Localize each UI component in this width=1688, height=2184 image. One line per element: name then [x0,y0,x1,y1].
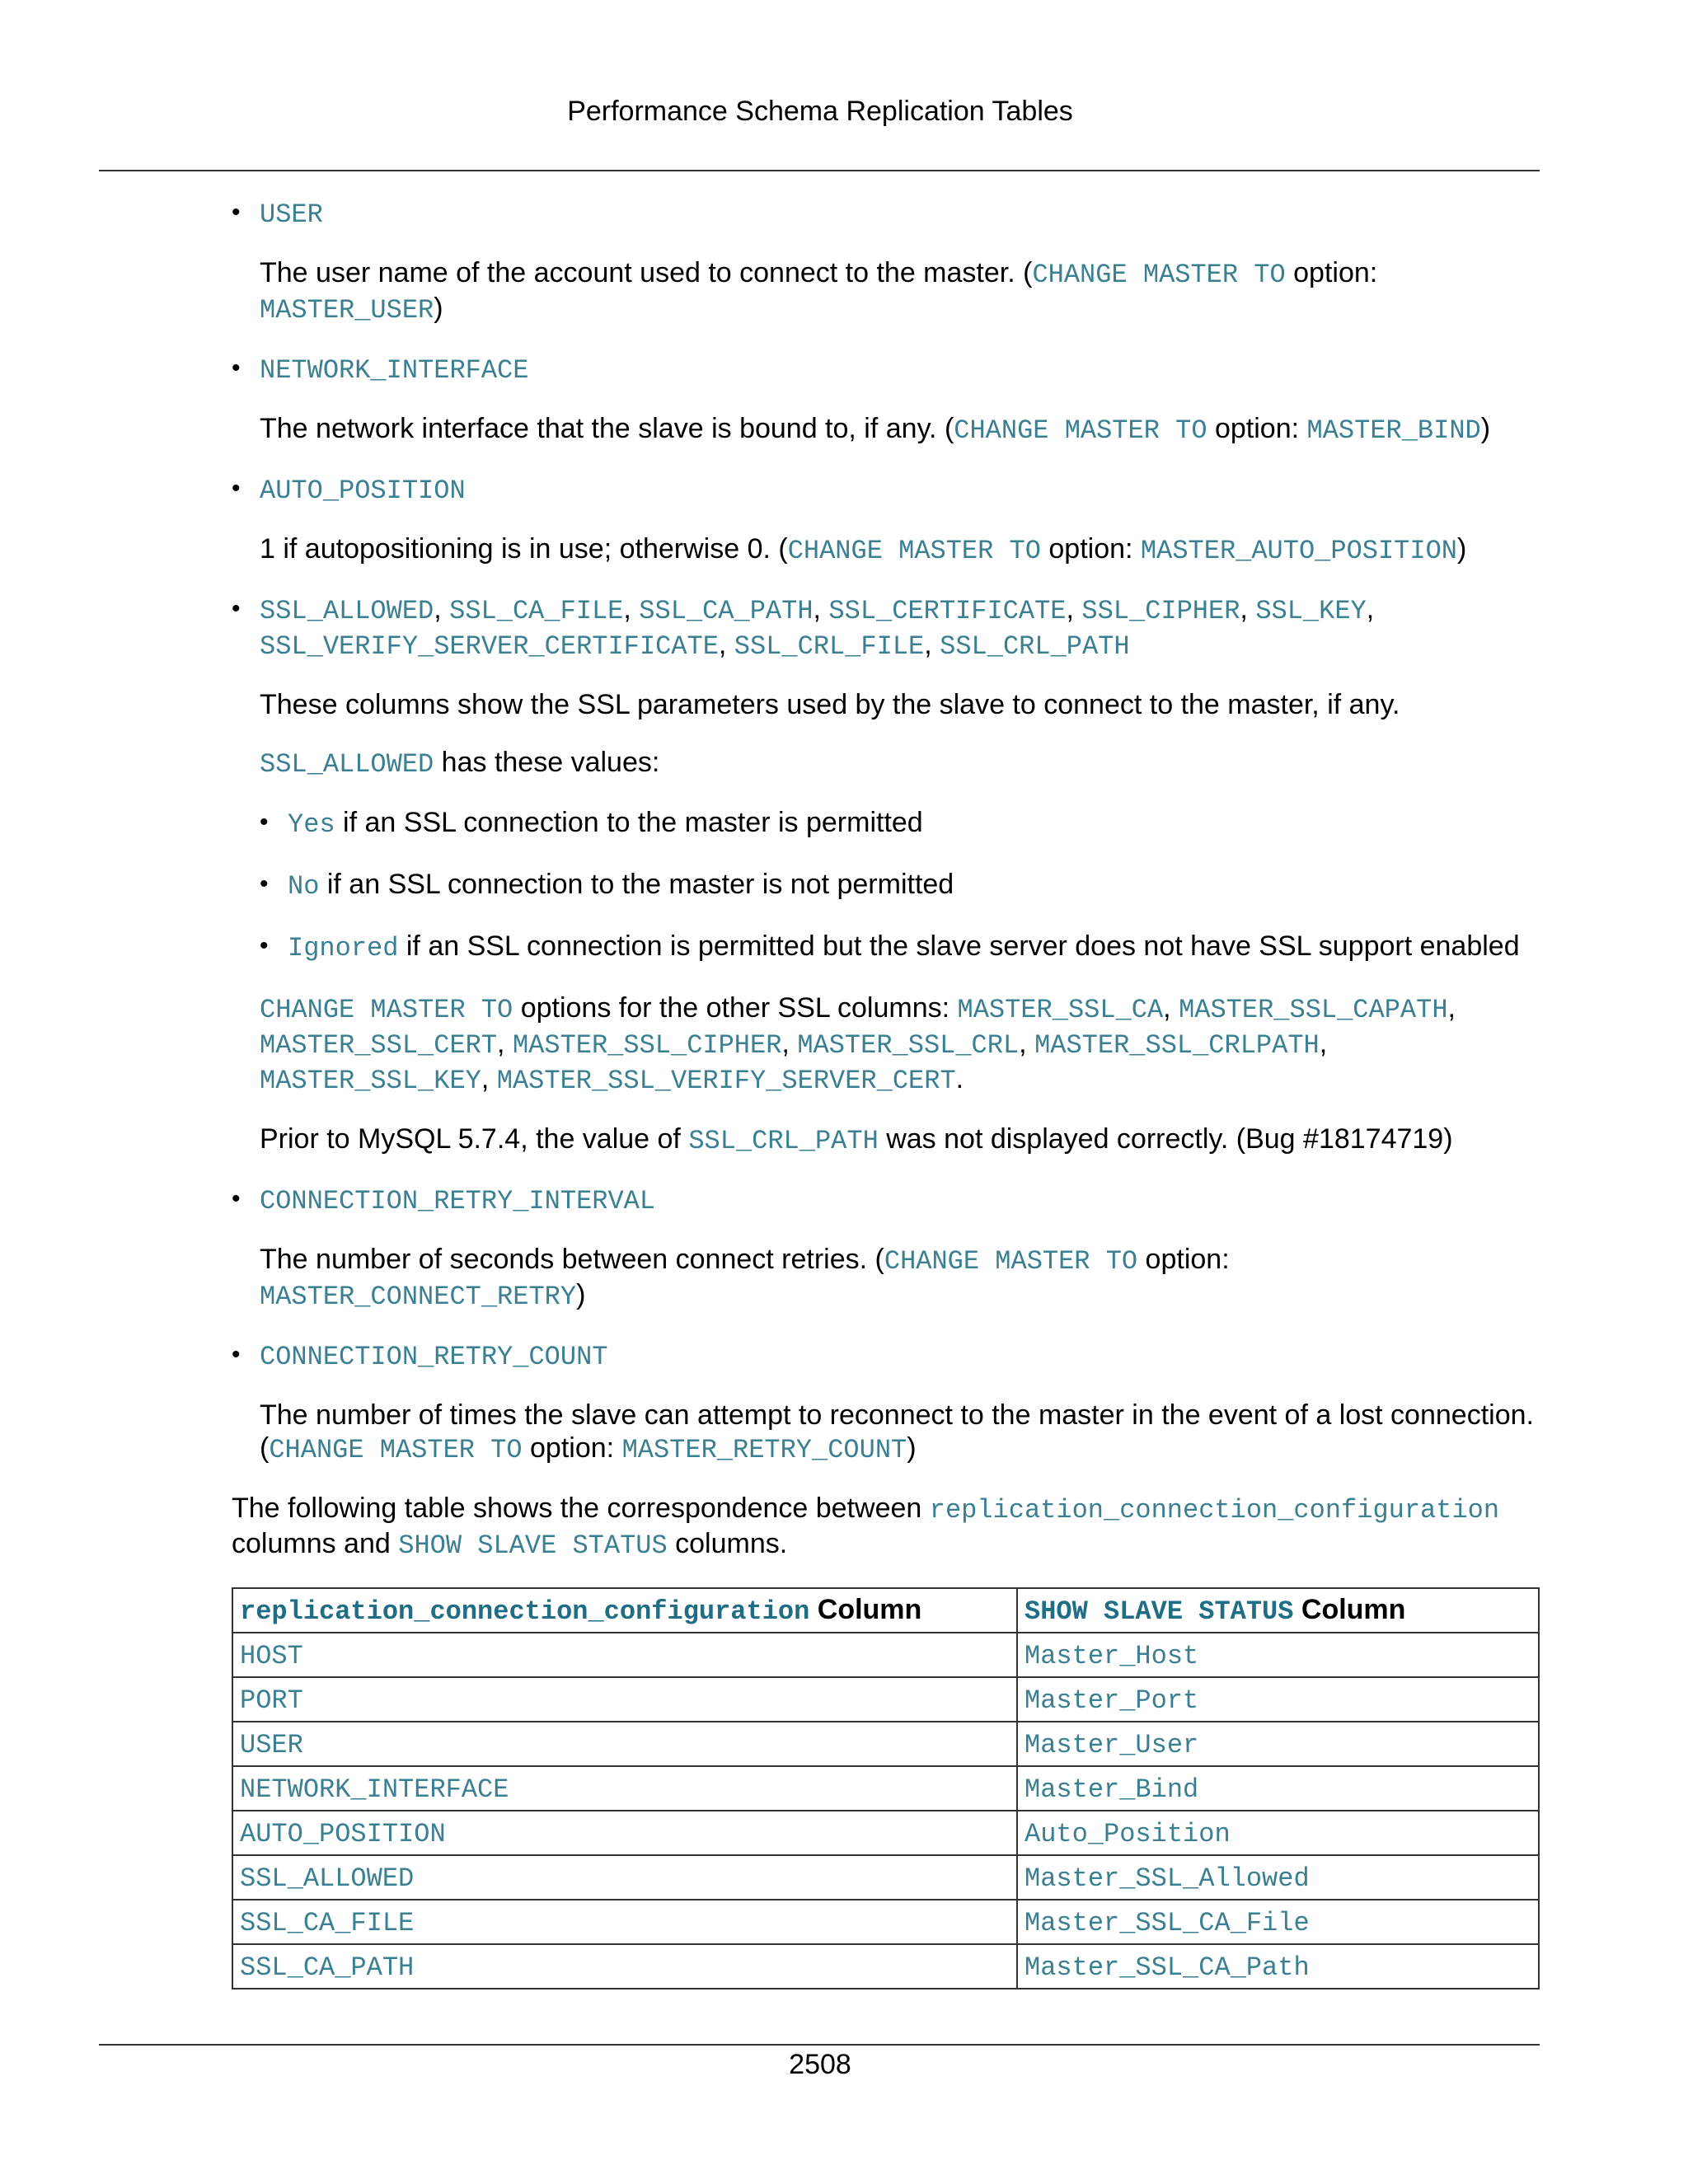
ssl-allowed-intro: SSL_ALLOWED has these values: [260,747,660,780]
table-header-cell: replication_connection_configuration Column [232,1588,1017,1633]
footer-divider [99,2044,1540,2046]
list-item [232,1183,1542,1314]
column-name: CONNECTION_RETRY_INTERVAL [260,1186,656,1216]
column-list [232,196,1542,1467]
column-description: The number of times the slave can attempt to reconnect to the master in the event of a lost connection. (CHANGE MASTER TO option: MASTER_RETRY_COUNT) [260,1399,1534,1465]
table-row: SSL_ALLOWED Master_SSL_Allowed [232,1855,1539,1900]
column-description: The network interface that the slave is bound to, if any. (CHANGE MASTER TO option: MASTER_BIND) [260,413,1491,446]
header-divider [99,170,1540,171]
table-header-cell: SHOW SLAVE STATUS Column [1017,1588,1539,1633]
correspondence-table [232,1587,1540,1990]
table-row: SSL_CA_PATH Master_SSL_CA_Path [232,1944,1539,1989]
list-item [232,1338,1542,1467]
column-description: The user name of the account used to connect to the master. (CHANGE MASTER TO option: MASTER_USER) [260,257,1378,326]
value-item: • No if an SSL connection to the master is not permitted [260,868,1542,903]
column-name: NETWORK_INTERFACE [260,355,529,386]
table-row: AUTO_POSITION Auto_Position [232,1811,1539,1855]
table-row: SSL_CA_FILE Master_SSL_CA_File [232,1900,1539,1944]
table-header-row [232,1588,1539,1633]
list-item [232,472,1542,568]
value-item: • Ignored if an SSL connection is permitted but the slave server does not have SSL support enabled [260,930,1542,965]
page-header: Performance Schema Replication Tables [567,96,1073,127]
ssl-description: These columns show the SSL parameters used by the slave to connect to the master, if any. [260,689,1400,720]
table-row: USER Master_User [232,1722,1539,1766]
table-row: HOST Master_Host [232,1633,1539,1677]
column-description: The number of seconds between connect retries. (CHANGE MASTER TO option: MASTER_CONNECT_RETRY) [260,1244,1230,1312]
ssl-options: CHANGE MASTER TO options for the other SSL columns: MASTER_SSL_CA, MASTER_SSL_CAPATH, MASTER_SSL_CERT, MASTER_SSL_CIPHER, MASTER_SSL_CRL, MASTER_SSL_CRLPATH, MASTER_SSL_KEY, MASTER_SSL_VERIFY_SERVER_CERT. [260,992,1456,1096]
ssl-bug-note: Prior to MySQL 5.7.4, the value of SSL_CRL_PATH was not displayed correctly. (Bug #18174719) [260,1123,1453,1156]
table-intro: The following table shows the correspondence between replication_connection_configuration columns and SHOW SLAVE STATUS columns. [232,1493,1500,1561]
list-item [232,196,1542,327]
column-name: CONNECTION_RETRY_COUNT [260,1342,608,1372]
list-item-ssl [232,593,1542,1158]
table-row: NETWORK_INTERFACE Master_Bind [232,1766,1539,1811]
ssl-column-names: • SSL_ALLOWED, SSL_CA_FILE, SSL_CA_PATH, SSL_CERTIFICATE, SSL_CIPHER, SSL_KEY, SSL_VERIFY_SERVER_CERTIFICATE, SSL_CRL_FILE, SSL_CRL_PATH [260,593,1375,662]
ssl-allowed-values [260,806,1542,965]
main-content [232,196,1542,1990]
column-name: AUTO_POSITION [260,476,466,506]
table-row: PORT Master_Port [232,1677,1539,1722]
column-name: USER [260,199,323,230]
list-item [232,352,1542,448]
column-description: 1 if autopositioning is in use; otherwise 0. (CHANGE MASTER TO option: MASTER_AUTO_POSITION) [260,533,1467,566]
value-item: • Yes if an SSL connection to the master is permitted [260,806,1542,841]
page-number: 2508 [789,2049,851,2080]
